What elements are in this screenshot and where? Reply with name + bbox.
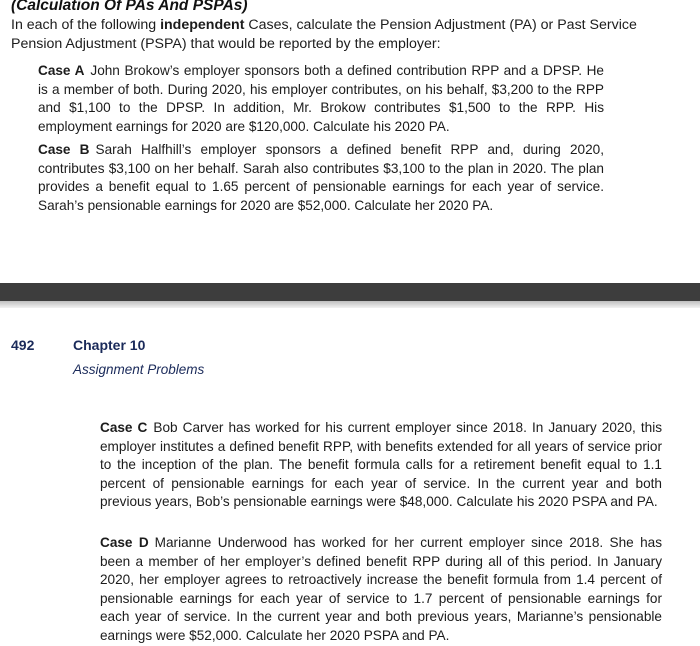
- intro-text-start: In each of the following: [11, 17, 161, 33]
- case-a-label: Case A: [38, 63, 85, 78]
- page-number: 492: [11, 337, 35, 353]
- case-b-label: Case B: [38, 142, 90, 157]
- case-b: [38, 141, 604, 215]
- case-d-label: Case D: [100, 535, 149, 550]
- case-a-text: John Brokow’s employer sponsors both a defined contribution RPP and a DPSP. He is a member of both. During 2020, his employer contributes, on his behalf, $3,200 to the RPP and $1,100 to the DPSP. In addition, Mr. Brokow contributes $1,500 to the RPP. His employment earnings for 2020 are $120,000. Calculate his 2020 PA.: [38, 63, 604, 134]
- case-b-text: Sarah Halfhill’s employer sponsors a defined benefit RPP and, during 2020, contributes $3,100 on her behalf. Sarah also contributes $3,100 to the plan in 2020. The plan provides a benefit equal to 1.65 percent of pensionable earnings for each year of service. Sarah’s pensionable earnings for 2020 are $52,000. Calculate her 2020 PA.: [38, 142, 604, 213]
- case-d: [100, 534, 662, 646]
- problem-instructions: [11, 16, 651, 54]
- case-c: [100, 419, 662, 512]
- chapter-title: Chapter 10: [73, 337, 146, 353]
- case-c-text: Bob Carver has worked for his current employer since 2018. In January 2020, this employer institutes a defined benefit RPP, with benefits extended for all years of service prior to the inception of the plan. The benefit formula calls for a retirement benefit equal to 1.1 percent of pensionable earnings for each year of service. In the current year and both previous years, Bob’s pensionable earnings were $48,000. Calculate his 2020 PSPA and PA.: [100, 420, 663, 510]
- problem-heading: (Calculation Of PAs And PSPAs): [11, 0, 248, 14]
- upper-page: [0, 0, 700, 283]
- case-d-text: Marianne Underwood has worked for her current employer since 2018. She has been a member of her employer’s defined benefit RPP during all of this period. In January 2020, her employer agrees to retroactively increase the benefit formula from 1.4 percent of pensionable earnings for each year of service to 1.7 percent of pensionable earnings for each year of service. In the current year and both previous years, Marianne’s pensionable earnings were $52,000. Calculate her 2020 PSPA and PA.: [100, 535, 663, 643]
- intro-text-end: Cases, calculate the Pension Adjustment (PA) or Past Service Pension Adjustment (PSPA) that would be reported by the employer:: [11, 17, 637, 52]
- page-break-divider: [0, 283, 700, 301]
- page-break-shadow: [0, 301, 700, 308]
- section-title: Assignment Problems: [73, 362, 205, 377]
- case-c-label: Case C: [100, 420, 148, 435]
- intro-emphasis: independent: [160, 17, 245, 33]
- case-a: [38, 62, 604, 136]
